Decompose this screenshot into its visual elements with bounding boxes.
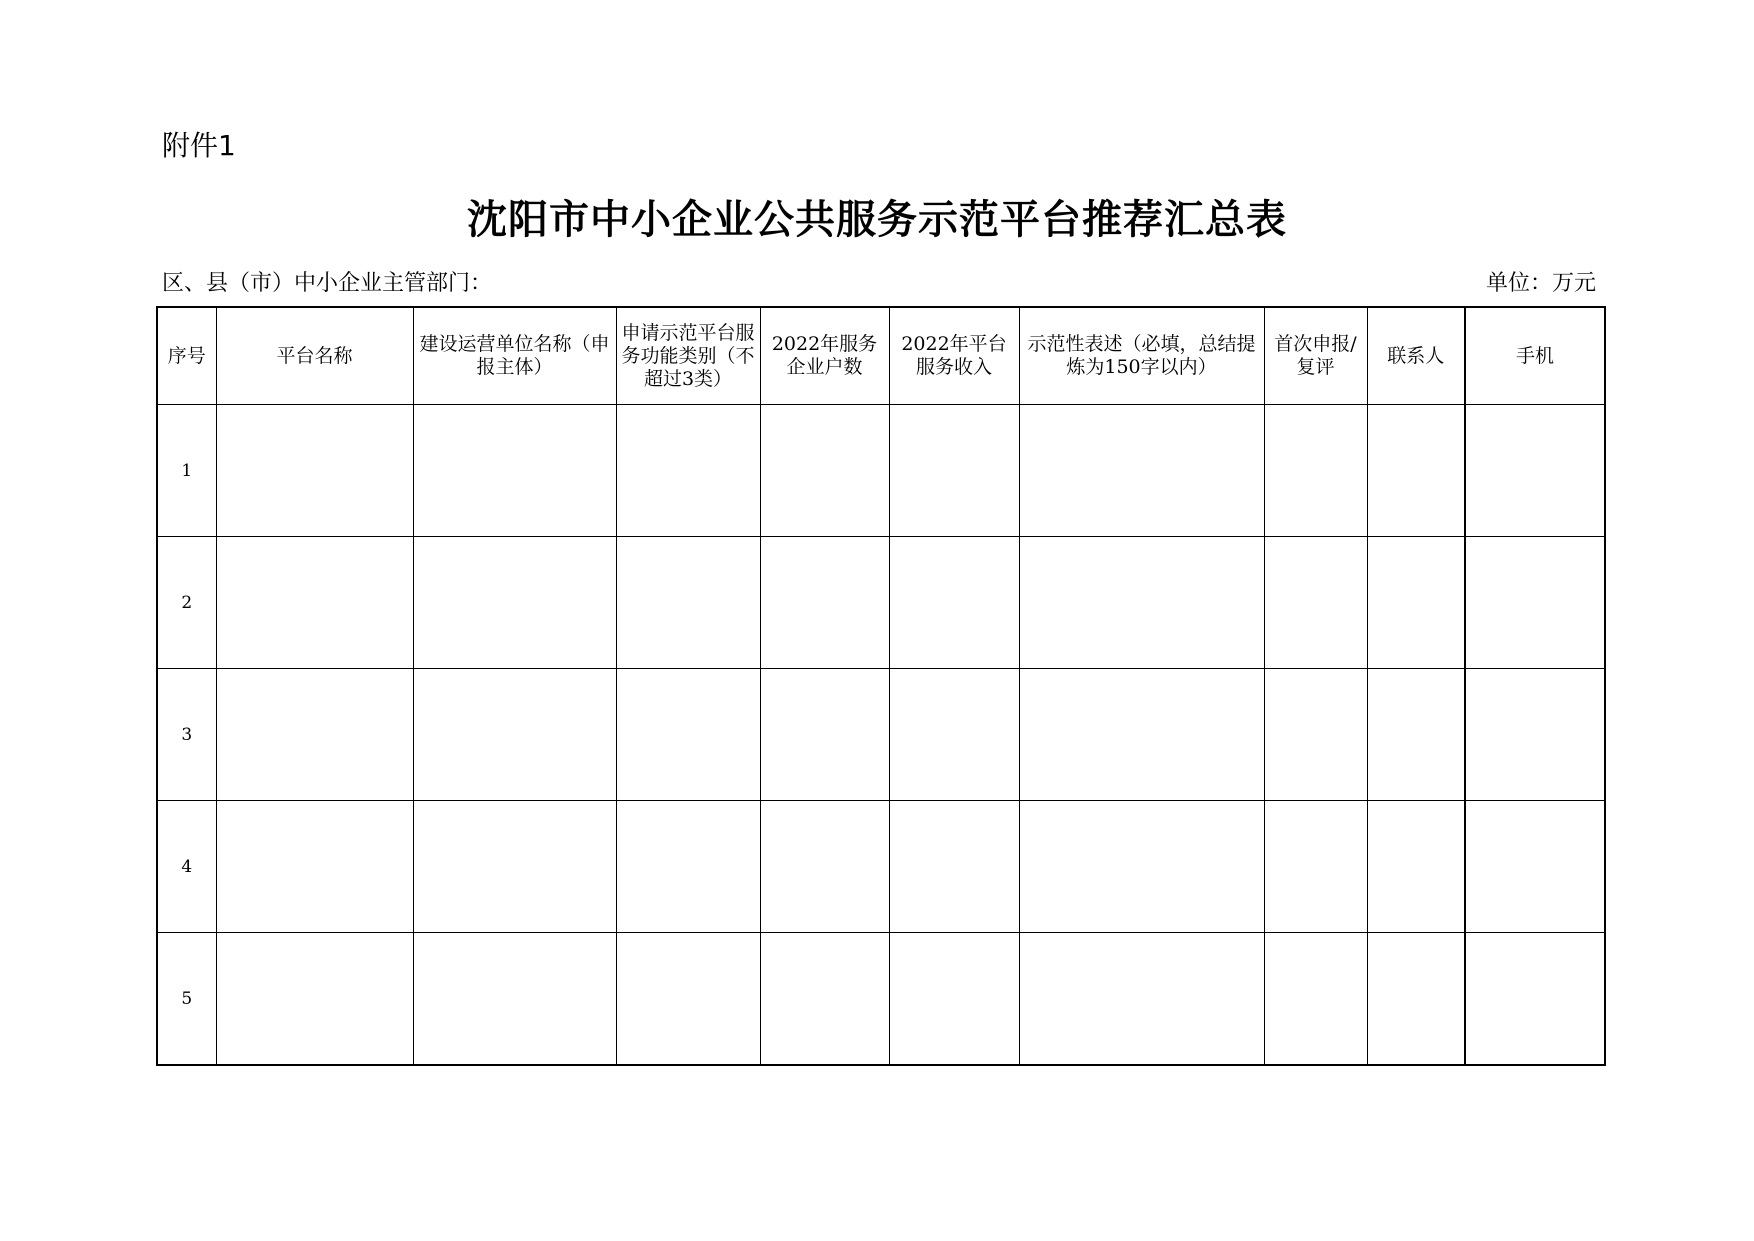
- cell-service-category[interactable]: [616, 537, 760, 669]
- cell-enterprise-count[interactable]: [760, 537, 889, 669]
- summary-table: [156, 306, 1606, 1066]
- cell-contact[interactable]: [1367, 801, 1465, 933]
- cell-demonstration-desc[interactable]: [1019, 537, 1264, 669]
- cell-application-type[interactable]: [1264, 801, 1367, 933]
- cell-contact[interactable]: [1367, 537, 1465, 669]
- unit-label: 单位：万元: [1485, 271, 1596, 296]
- row-seq: 2: [157, 537, 216, 669]
- cell-service-category[interactable]: [616, 669, 760, 801]
- cell-mobile[interactable]: [1465, 801, 1605, 933]
- row-seq: 3: [157, 669, 216, 801]
- attachment-label: 附件1: [162, 129, 236, 162]
- cell-service-income[interactable]: [889, 405, 1019, 537]
- header-application-type: 首次申报/复评: [1264, 307, 1367, 405]
- cell-platform-name[interactable]: [216, 669, 413, 801]
- cell-contact[interactable]: [1367, 405, 1465, 537]
- cell-enterprise-count[interactable]: [760, 801, 889, 933]
- cell-application-type[interactable]: [1264, 933, 1367, 1066]
- cell-demonstration-desc[interactable]: [1019, 801, 1264, 933]
- cell-service-income[interactable]: [889, 669, 1019, 801]
- cell-mobile[interactable]: [1465, 933, 1605, 1066]
- cell-platform-name[interactable]: [216, 801, 413, 933]
- header-demonstration-desc: 示范性表述（必填，总结提炼为150字以内）: [1019, 307, 1264, 405]
- table-row: [157, 801, 1605, 933]
- header-contact: 联系人: [1367, 307, 1465, 405]
- cell-service-category[interactable]: [616, 405, 760, 537]
- cell-application-type[interactable]: [1264, 405, 1367, 537]
- cell-service-category[interactable]: [616, 933, 760, 1066]
- cell-demonstration-desc[interactable]: [1019, 669, 1264, 801]
- table-row: [157, 933, 1605, 1066]
- cell-mobile[interactable]: [1465, 405, 1605, 537]
- cell-service-income[interactable]: [889, 933, 1019, 1066]
- cell-mobile[interactable]: [1465, 669, 1605, 801]
- cell-contact[interactable]: [1367, 933, 1465, 1066]
- cell-service-category[interactable]: [616, 801, 760, 933]
- table-header-row: [157, 307, 1605, 405]
- cell-service-income[interactable]: [889, 801, 1019, 933]
- cell-enterprise-count[interactable]: [760, 669, 889, 801]
- header-operator-name: 建设运营单位名称（申报主体）: [413, 307, 616, 405]
- cell-operator-name[interactable]: [413, 669, 616, 801]
- cell-enterprise-count[interactable]: [760, 405, 889, 537]
- page-title: 沈阳市中小企业公共服务示范平台推荐汇总表: [467, 196, 1287, 243]
- cell-operator-name[interactable]: [413, 933, 616, 1066]
- table-row: [157, 537, 1605, 669]
- cell-operator-name[interactable]: [413, 801, 616, 933]
- row-seq: 1: [157, 405, 216, 537]
- cell-operator-name[interactable]: [413, 405, 616, 537]
- cell-application-type[interactable]: [1264, 537, 1367, 669]
- cell-service-income[interactable]: [889, 537, 1019, 669]
- cell-platform-name[interactable]: [216, 933, 413, 1066]
- row-seq: 4: [157, 801, 216, 933]
- header-service-income: 2022年平台服务收入: [889, 307, 1019, 405]
- cell-demonstration-desc[interactable]: [1019, 933, 1264, 1066]
- cell-application-type[interactable]: [1264, 669, 1367, 801]
- header-service-category: 申请示范平台服务功能类别（不超过3类）: [616, 307, 760, 405]
- cell-demonstration-desc[interactable]: [1019, 405, 1264, 537]
- table-row: [157, 405, 1605, 537]
- row-seq: 5: [157, 933, 216, 1066]
- department-label: 区、县（市）中小企业主管部门：: [162, 271, 493, 296]
- cell-contact[interactable]: [1367, 669, 1465, 801]
- header-platform-name: 平台名称: [216, 307, 413, 405]
- header-mobile: 手机: [1465, 307, 1605, 405]
- table-row: [157, 669, 1605, 801]
- header-seq: 序号: [157, 307, 216, 405]
- cell-platform-name[interactable]: [216, 537, 413, 669]
- header-enterprise-count: 2022年服务企业户数: [760, 307, 889, 405]
- cell-platform-name[interactable]: [216, 405, 413, 537]
- cell-enterprise-count[interactable]: [760, 933, 889, 1066]
- cell-mobile[interactable]: [1465, 537, 1605, 669]
- cell-operator-name[interactable]: [413, 537, 616, 669]
